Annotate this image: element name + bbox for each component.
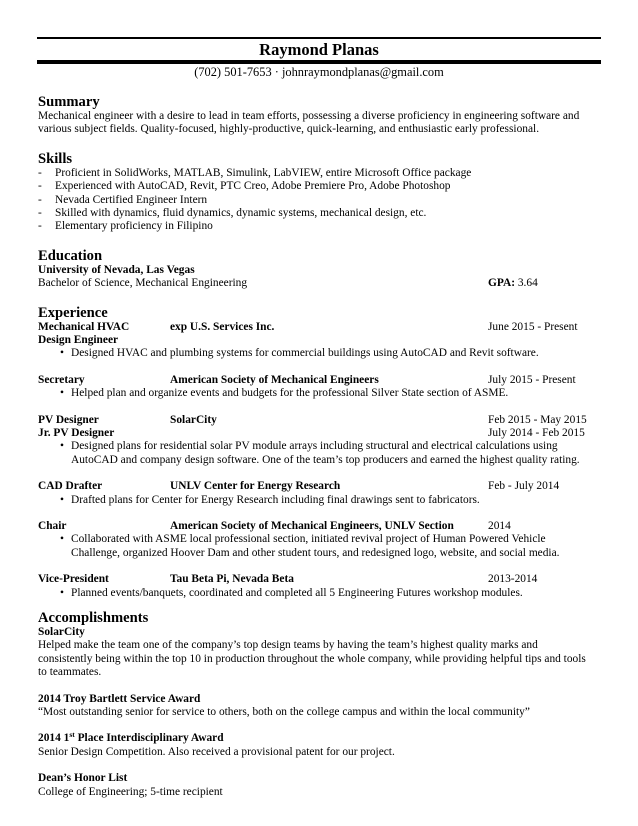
education-heading: Education [38, 247, 103, 264]
skill-item [38, 180, 593, 193]
school-name: University of Nevada, Las Vegas [38, 263, 195, 276]
skill-text: Skilled with dynamics, fluid dynamics, dynamic systems, mechanical design, etc. [55, 207, 427, 220]
job-bullet [38, 440, 593, 467]
job-header-row [38, 321, 593, 334]
gpa-value: 3.64 [517, 277, 538, 290]
accomplishment-item [38, 772, 593, 799]
skills-list [38, 167, 593, 234]
gpa [488, 277, 538, 290]
job-bullet-text: Helped plan and organize events and budgets for the professional Silver State section of ASME. [71, 387, 509, 400]
header-top-rule [37, 37, 601, 39]
accomplishment-heading: 2014 Troy Bartlett Service Award [38, 692, 201, 705]
skill-item [38, 167, 593, 180]
accomplishment-heading: Dean’s Honor List [38, 772, 128, 785]
skill-item [38, 220, 593, 233]
award-heading-post: Place Interdisciplinary Award [74, 732, 224, 745]
job-org: Tau Beta Pi, Nevada Beta [170, 573, 294, 586]
degree-text: Bachelor of Science, Mechanical Engineering [38, 277, 248, 290]
accomplishment-item [38, 693, 593, 720]
experience-heading: Experience [38, 304, 108, 321]
job-org: American Society of Mechanical Engineers [170, 373, 379, 386]
job-bullet-text: Designed HVAC and plumbing systems for commercial buildings using AutoCAD and Revit software. [71, 347, 539, 360]
job-bullet-text: Designed plans for residential solar PV module arrays including structural and electrical calculations using AutoCAD and company design software. One of the team’s top producers and earned the highest quality rating. [71, 440, 580, 466]
job-role: Vice-President [38, 573, 109, 586]
job-bullet [38, 347, 593, 360]
summary-section [38, 95, 593, 137]
degree-row [38, 277, 593, 290]
accomplishment-text: College of Engineering; 5-time recipient [38, 785, 223, 798]
job-date: Feb 2015 - May 2015 [488, 413, 587, 426]
award-heading-pre: 2014 1 [38, 732, 70, 745]
job-entry [38, 480, 593, 507]
education-section [38, 249, 593, 291]
job-entry [38, 374, 593, 401]
accomplishment-text: Senior Design Competition. Also received a provisional patent for our project. [38, 745, 395, 758]
job-org: UNLV Center for Energy Research [170, 480, 341, 493]
job-entry [38, 414, 593, 468]
skill-text: Nevada Certified Engineer Intern [55, 193, 208, 206]
skill-text: Proficient in SolidWorks, MATLAB, Simulink, LabVIEW, entire Microsoft Office package [55, 166, 472, 179]
job-subrole-row [38, 334, 593, 347]
job-org: SolarCity [170, 413, 217, 426]
job-bullet [38, 533, 593, 560]
skill-text: Experienced with AutoCAD, Revit, PTC Creo, Adobe Premiere Pro, Adobe Photoshop [55, 180, 451, 193]
job-date: 2014 [488, 520, 511, 533]
summary-text: Mechanical engineer with a desire to lead in team efforts, possessing a diverse proficiency in engineering software and various subject fields. Quality-focused, highly-productive, quick-learning, and enthusiastic early professional. [38, 110, 580, 136]
dash-marker: - [38, 180, 42, 193]
resume-body [38, 95, 593, 814]
job-header-row [38, 480, 593, 493]
job-bullet [38, 494, 593, 507]
accomplishment-item [38, 626, 593, 680]
job-role: PV Designer [38, 413, 99, 426]
job-date: June 2015 - Present [488, 320, 578, 333]
skill-item [38, 194, 593, 207]
accomplishment-item [38, 732, 593, 759]
candidate-name: Raymond Planas [259, 40, 379, 59]
bullet-marker: • [60, 347, 64, 360]
job-org: exp U.S. Services Inc. [170, 320, 275, 333]
job-date: Feb - July 2014 [488, 480, 560, 493]
accomplishment-heading: SolarCity [38, 626, 85, 639]
job-role: Secretary [38, 373, 85, 386]
job-subrole-row [38, 427, 593, 440]
bullet-marker: • [60, 586, 64, 599]
job-header-row [38, 573, 593, 586]
job-entry [38, 520, 593, 560]
job-date: July 2015 - Present [488, 373, 576, 386]
job-header-row [38, 520, 593, 533]
accomplishment-text: Helped make the team one of the company’s top design teams by having the team’s highest quality marks and consistently being within the top 10 in production throughout the whole company, while providing helpful tips and tools to teammates. [38, 639, 586, 679]
job-bullet-text: Planned events/banquets, coordinated and completed all 5 Engineering Futures workshop modules. [71, 586, 523, 599]
job-entry [38, 321, 593, 361]
dash-marker: - [38, 207, 42, 220]
summary-heading: Summary [38, 94, 100, 110]
accomplishment-text: “Most outstanding senior for service to others, both on the college campus and within the local community” [38, 706, 530, 719]
accomplishments-section [38, 611, 593, 799]
job-subrole: Design Engineer [38, 334, 119, 347]
skills-section [38, 152, 593, 234]
job-subrole-date: July 2014 - Feb 2015 [488, 427, 585, 440]
job-bullet-text: Drafted plans for Center for Energy Research including final drawings sent to fabricators. [71, 493, 480, 506]
gpa-label: GPA: [488, 277, 515, 290]
job-header-row [38, 374, 593, 387]
job-date: 2013-2014 [488, 573, 538, 586]
bullet-marker: • [60, 533, 64, 546]
job-bullet-text: Collaborated with ASME local professional section, initiated revival project of Human Powered Vehicle Challenge, organized Hoover Dam and other student tours, and redesigned logo, website, and social media. [71, 533, 560, 559]
accomplishments-heading: Accomplishments [38, 610, 149, 627]
contact-line: (702) 501-7653 · johnraymondplanas@gmail.com [194, 65, 444, 79]
job-org: American Society of Mechanical Engineers, UNLV Section [170, 520, 454, 533]
job-role: Mechanical HVAC [38, 320, 130, 333]
skill-item [38, 207, 593, 220]
dash-marker: - [38, 220, 42, 233]
header-bottom-rule [37, 60, 601, 64]
job-role: CAD Drafter [38, 480, 103, 493]
skill-text: Elementary proficiency in Filipino [55, 220, 213, 233]
job-subrole: Jr. PV Designer [38, 427, 115, 440]
bullet-marker: • [60, 493, 64, 506]
accomplishment-heading [38, 732, 593, 745]
experience-section [38, 306, 593, 600]
skills-heading: Skills [38, 150, 73, 167]
job-entry [38, 573, 593, 600]
job-header-row [38, 414, 593, 427]
dash-marker: - [38, 193, 42, 206]
award-heading-sup: st [69, 730, 75, 740]
job-role: Chair [38, 520, 67, 533]
bullet-marker: • [60, 387, 64, 400]
dash-marker: - [38, 166, 42, 179]
job-bullet [38, 387, 593, 400]
bullet-marker: • [60, 440, 64, 453]
job-bullet [38, 587, 593, 600]
